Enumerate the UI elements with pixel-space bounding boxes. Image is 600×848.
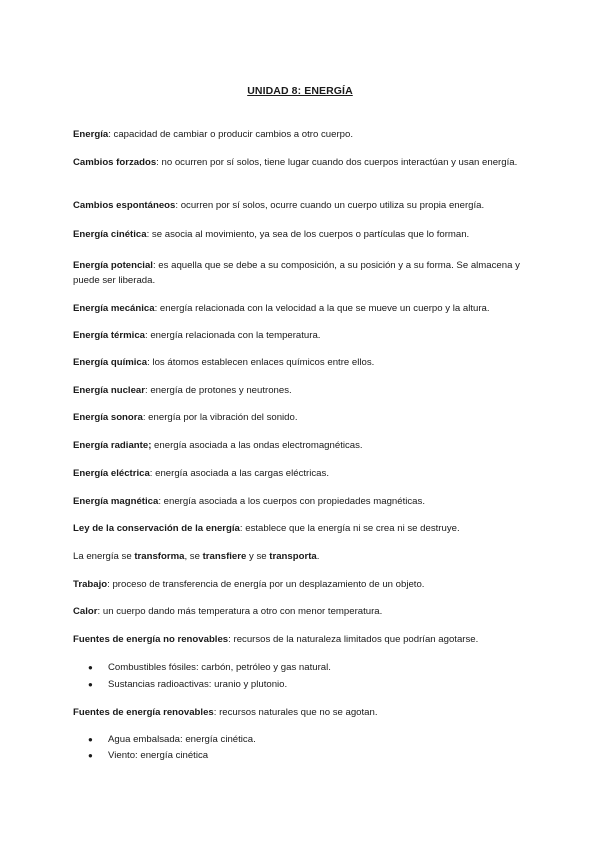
definition-text: establece que la energía ni se crea ni se destruye. xyxy=(242,523,460,534)
definition-text: ocurren por sí solos, ocurre cuando un cuerpo utiliza su propia energía. xyxy=(178,200,485,211)
list-item xyxy=(88,661,528,675)
definition-energia-cinetica xyxy=(73,228,533,243)
term-separator: : xyxy=(154,303,158,314)
text-part: La energía se xyxy=(73,551,135,562)
definition-text: energía por la vibración del sonido. xyxy=(145,412,298,423)
definition-text: no ocurren por sí solos, tiene lugar cuando dos cuerpos interactúan y usan energía. xyxy=(158,157,518,168)
list-item-text: Combustibles fósiles: carbón, petróleo y gas natural. xyxy=(108,662,331,673)
term: Fuentes de energía no renovables xyxy=(73,634,229,645)
term-separator: : xyxy=(213,707,217,718)
definition-text: energía asociada a las ondas electromagnéticas. xyxy=(151,440,363,451)
transform-line xyxy=(73,550,533,565)
term: Energía potencial xyxy=(73,260,153,271)
definition-energia-mecanica xyxy=(73,302,533,317)
definition-trabajo xyxy=(73,578,533,593)
definition-energia-sonora xyxy=(73,411,533,426)
term-separator: ; xyxy=(148,440,152,451)
definition-cambios-espontaneos xyxy=(73,199,533,214)
keyword-transfiere: transfiere xyxy=(202,551,247,562)
term-separator: : xyxy=(145,330,148,341)
term-separator: : xyxy=(156,157,159,168)
term: Energía sonora xyxy=(73,412,143,423)
term-separator: : xyxy=(239,523,243,534)
definition-cambios-forzados xyxy=(73,156,533,171)
definition-energia-quimica xyxy=(73,356,533,371)
bullet-icon: ● xyxy=(88,663,93,672)
definition-text: capacidad de cambiar o producir cambios a otro cuerpo. xyxy=(110,129,353,140)
term: Energía nuclear xyxy=(73,385,145,396)
term: Trabajo xyxy=(73,579,108,590)
page-title: UNIDAD 8: ENERGÍA xyxy=(247,85,353,97)
definition-text: es aquella que se debe a su composición, a su posición y a su forma. Se almacena y puede ser liberada. xyxy=(73,260,520,286)
term: Energía química xyxy=(73,357,148,368)
definition-text: se asocia al movimiento, ya sea de los cuerpos o partículas que lo forman. xyxy=(149,229,470,240)
definition-fuentes-no-renovables xyxy=(73,633,533,648)
term-separator: : xyxy=(149,468,153,479)
term: Cambios forzados xyxy=(73,157,157,168)
text-part: . xyxy=(316,551,320,562)
term: Energía radiante xyxy=(73,440,149,451)
bullet-icon: ● xyxy=(88,680,93,689)
definition-text: los átomos establecen enlaces químicos entre ellos. xyxy=(149,357,375,368)
list-item-text: Viento: energía cinética xyxy=(108,750,209,761)
term-separator: : xyxy=(146,229,150,240)
definition-energia-potencial xyxy=(73,259,533,288)
list-item xyxy=(88,749,528,763)
bullet-icon: ● xyxy=(88,735,93,744)
definition-energia-electrica xyxy=(73,467,533,482)
list-item xyxy=(88,678,528,692)
term-separator: : xyxy=(144,385,148,396)
list-item-text: Agua embalsada: energía cinética. xyxy=(108,734,256,745)
term-separator: : xyxy=(142,412,146,423)
definition-text: energía de protones y neutrones. xyxy=(147,385,292,396)
definition-text: recursos naturales que no se agotan. xyxy=(216,707,378,718)
keyword-transporta: transporta xyxy=(269,551,317,562)
term-separator: : xyxy=(152,260,156,271)
bullet-icon: ● xyxy=(88,751,93,760)
term-separator: : xyxy=(147,357,150,368)
list-item xyxy=(88,733,528,747)
keyword-transforma: transforma xyxy=(134,551,185,562)
term: Fuentes de energía renovables xyxy=(73,707,214,718)
definition-fuentes-renovables xyxy=(73,706,533,721)
definition-energia-nuclear xyxy=(73,384,533,399)
term: Energía magnética xyxy=(73,496,159,507)
definition-energia xyxy=(73,128,533,143)
definition-text: un cuerpo dando más temperatura a otro con menor temperatura. xyxy=(100,606,383,617)
text-part: y se xyxy=(246,551,270,562)
term: Energía xyxy=(73,129,109,140)
term: Calor xyxy=(73,606,98,617)
term-separator: : xyxy=(108,129,111,140)
term: Energía mecánica xyxy=(73,303,155,314)
term-separator: : xyxy=(158,496,161,507)
definition-text: proceso de transferencia de energía por un desplazamiento de un objeto. xyxy=(109,579,425,590)
definition-calor xyxy=(73,605,533,620)
term-separator: : xyxy=(97,606,101,617)
term-separator: : xyxy=(175,200,179,211)
term: Energía térmica xyxy=(73,330,145,341)
definition-energia-magnetica xyxy=(73,495,533,510)
term: Cambios espontáneos xyxy=(73,200,176,211)
term: Ley de la conservación de la energía xyxy=(73,523,240,534)
definition-text: energía asociada a los cuerpos con propiedades magnéticas. xyxy=(160,496,425,507)
definition-text: energía relacionada con la velocidad a la que se mueve un cuerpo y la altura. xyxy=(157,303,490,314)
definition-text: energía relacionada con la temperatura. xyxy=(147,330,321,341)
definition-text: recursos de la naturaleza limitados que podrían agotarse. xyxy=(230,634,479,645)
definition-text: energía asociada a las cargas eléctricas. xyxy=(152,468,329,479)
list-item-text: Sustancias radioactivas: uranio y plutonio. xyxy=(108,679,288,690)
definition-ley-conservacion xyxy=(73,522,533,537)
text-part: , se xyxy=(184,551,203,562)
term-separator: : xyxy=(107,579,110,590)
definition-energia-radiante xyxy=(73,439,533,454)
term: Energía eléctrica xyxy=(73,468,150,479)
term: Energía cinética xyxy=(73,229,147,240)
term-separator: : xyxy=(228,634,231,645)
definition-energia-termica xyxy=(73,329,533,344)
